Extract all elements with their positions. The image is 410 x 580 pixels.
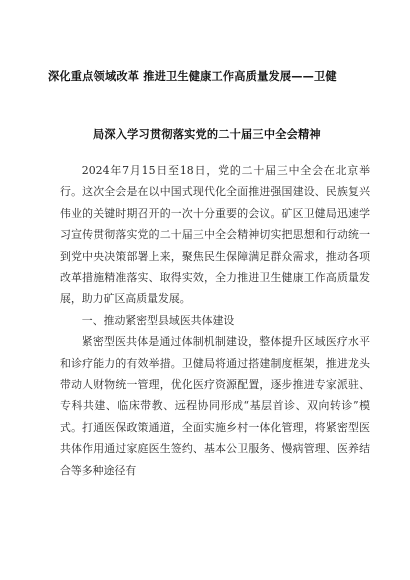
document-title-line-2: 局深入学习贯彻落实党的二十届三中全会精神 xyxy=(93,128,321,141)
document-title-line-1: 深化重点领域改革 推进卫生健康工作高质量发展——卫健 xyxy=(48,70,337,83)
section-1-paragraph: 紧密型医共体是通过体制机制建设，整体提升区域医疗水平和诊疗能力的有效举措。卫健局将通过搭建制度框架，推进龙头带动人财物统一管理，优化医疗资源配置，逐步推进专家派驻、专科共建、临床带教、远程协同形成“基层首诊、双向转诊”模式。打通医保政策通道，全面实施乡村一体化管理，将紧密型医共体作用通过家庭医生签约、基本公卫服务、慢病管理、医养结合等多种途径有 xyxy=(60,335,370,477)
document-body xyxy=(60,160,370,481)
intro-paragraph: 2024年7月15日至18日，党的二十届三中全会在北京举行。这次全会是在以中国式现代化全面推进强国建设、民族复兴伟业的关键时期召开的一次十分重要的会议。矿区卫健局迅速学习宣传贯彻落实党的二十届三中全会精神切实把思想和行动统一到党中央决策部署上来，聚焦民生保障满足群众需求，推动各项改革措施精准落实、取得实效，全力推进卫生健康工作高质量发展，助力矿区高质量发展。 xyxy=(60,164,370,306)
section-1-heading: 一、推动紧密型县域医共体建设 xyxy=(81,313,235,327)
